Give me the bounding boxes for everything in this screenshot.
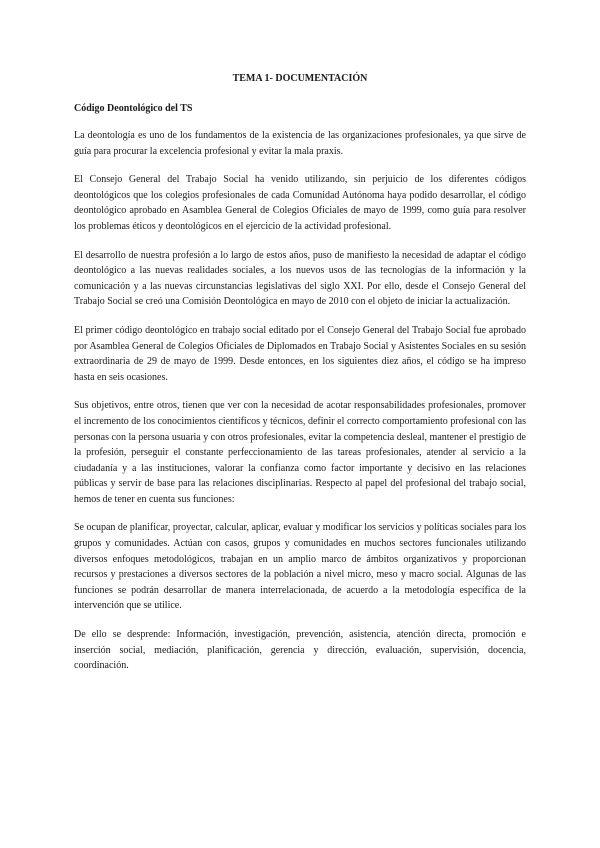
paragraph-conclusion: De ello se desprende: Información, investigación, prevención, asistencia, atención directa, promoción e inserción social, mediación, planificación, gerencia y dirección, evaluación, supervisión, docencia, coordinación. [74, 629, 526, 672]
paragraph-funciones: Se ocupan de planificar, proyectar, calcular, aplicar, evaluar y modificar los servicios y políticas sociales para los grupos y comunidades. Actúan con casos, grupos y comunidades en muchos sectores funcionales utilizando diversos enfoques metodológicos, trabajan en un amplio marco de ámbitos organizativos y proporcionan recursos y prestaciones a diversos sectores de la población a nivel micro, meso y macro social. Algunas de las funciones se podrán desarrollar de manera interrelacionada, de acuerdo a la metodología específica de la intervención que se utilice. [74, 522, 526, 612]
paragraph-consejo: El Consejo General del Trabajo Social ha venido utilizando, sin perjuicio de los diferentes códigos deontológicos que los colegios profesionales de cada Comunidad Autónoma haya podido desarrollar, el código deontológico aprobado en Asamblea General de Colegios Oficiales de mayo de 1999, como guía para resolver los problemas éticos y deontológicos en el ejercicio de la actividad profesional. [74, 174, 526, 232]
paragraph-intro: La deontología es uno de los fundamentos de la existencia de las organizaciones profesionales, ya que sirve de guía para procurar la excelencia profesional y evitar la mala praxis. [74, 130, 526, 157]
section-heading: Código Deontológico del TS [74, 103, 193, 114]
document-page [74, 72, 526, 687]
paragraph-primer-codigo: El primer código deontológico en trabajo social editado por el Consejo General del Trabajo Social fue aprobado por Asamblea General de Colegios Oficiales de Diplomados en Trabajo Social y Asistentes Sociales en su sesión extraordinaria de 29 de mayo de 1999. Desde entonces, en los siguientes diez años, el código se ha impreso hasta en seis ocasiones. [74, 324, 526, 383]
document-title: TEMA 1- DOCUMENTACIÓN [232, 73, 368, 84]
paragraph-desarrollo: El desarrollo de nuestra profesión a lo largo de estos años, puso de manifiesto la necesidad de adaptar el código deontológico a las nuevas realidades sociales, a los nuevos usos de las tecnologías de la información y la comunicación y a las nuevas circunstancias legislativas del siglo XXI. Por ello, desde el Consejo General del Trabajo Social se creó una Comisión Deontológica en mayo de 2010 con el objeto de iniciar la actualización. [74, 249, 526, 308]
paragraph-objetivos: Sus objetivos, entre otros, tienen que ver con la necesidad de acotar responsabilidades profesionales, promover el incremento de los conocimientos científicos y técnicos, definir el correcto comportamiento profesional con las personas con la persona usuaria y con otros profesionales, evitar la competencia desleal, mantener el prestigio de la profesión, perseguir el constante perfeccionamiento de las tareas profesionales, atender al servicio a la ciudadanía y a las instituciones, valorar la confianza como factor importante y decisivo en las relaciones públicas y servir de base para las relaciones disciplinarias. Respecto al papel del profesional del trabajo social, hemos de tener en cuenta sus funciones: [74, 400, 526, 505]
